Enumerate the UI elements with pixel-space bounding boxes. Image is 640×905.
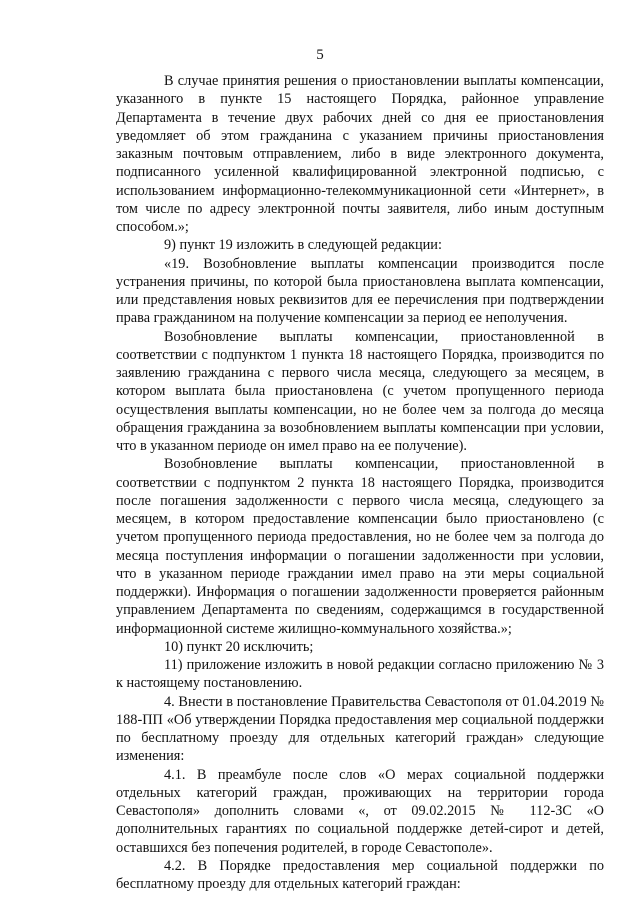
- paragraph-item-11: 11) приложение изложить в новой редакции согласно приложению № 3 к настоящему постановлению.: [116, 657, 604, 692]
- paragraph-notification: В случае принятия решения о приостановлении выплаты компенсации, указанного в пункте 15 настоящего Порядка, районное управление Департамента в течение двух рабочих дней со дня ее приостановления уведомляет об этом гражданина с указанием причины приостановления заказным почтовым отправлением, либо в виде электронного документа, подписанного усиленной квалифицированной электронной подписью, с использованием информационно-телекоммуникационной сети «Интернет», в том числе по адресу электронной почты заявителя, либо иным доступным способом.»;: [116, 73, 604, 235]
- document-body: [116, 72, 604, 893]
- paragraph-clause-19: «19. Возобновление выплаты компенсации производится после устранения причины, по которой была приостановлена выплата компенсации, или представления новых реквизитов для ее перечисления при подтверждении права гражданином на получение компенсации за период ее неполучения.: [116, 255, 604, 327]
- paragraph-item-9: 9) пункт 19 изложить в следующей редакции:: [164, 237, 442, 254]
- paragraph-section-4-2: 4.2. В Порядке предоставления мер социальной поддержки по бесплатному проезду для отдельных категорий граждан:: [116, 857, 604, 892]
- paragraph-resumption-subitem-1: Возобновление выплаты компенсации, приостановленной в соответствии с подпунктом 1 пункта 18 настоящего Порядка, производится по заявлению гражданина с первого числа месяца, следующего за месяцем, в котором выплата была приостановлена (с учетом пропущенного периода осуществления выплаты компенсации, но не более чем за полгода до месяца обращения гражданина за возобновлением выплаты компенсации при условии, что в указанном периоде он имел право на ее получение).: [116, 328, 604, 454]
- paragraph-section-4: 4. Внести в постановление Правительства Севастополя от 01.04.2019 № 188-ПП «Об утверждении Порядка предоставления мер социальной поддержки по бесплатному проезду для отдельных категорий граждан» следующие изменения:: [116, 693, 604, 765]
- page-number: 5: [316, 47, 324, 63]
- paragraph-resumption-subitem-2: Возобновление выплаты компенсации, приостановленной в соответствии с подпунктом 2 пункта 18 настоящего Порядка, производится после погашения задолженности с первого числа месяца, следующего за месяцем, в котором предоставление компенсации было приостановлено (с учетом пропущенного периода предоставления, но не более чем за полгода до месяца поступления информации о погашении задолженности при условии, что в указанном периоде граждании имел право на эти меры социальной поддержки). Информация о погашении задолженности проверяется районным управлением Департамента по сведениям, содержащимся в государственной информационной системе жилищно-коммунального хозяйства.»;: [116, 456, 604, 637]
- paragraph-section-4-1: 4.1. В преамбуле после слов «О мерах социальной поддержки отдельных категорий граждан, проживающих на территории города Севастополя» дополнить словами «, от 09.02.2015 № 112-ЗС «О дополнительных гарантиях по социальной поддержке детей-сирот и детей, оставшихся без попечения родителей, в городе Севастополе».: [116, 766, 604, 856]
- paragraph-item-10: 10) пункт 20 исключить;: [164, 638, 314, 655]
